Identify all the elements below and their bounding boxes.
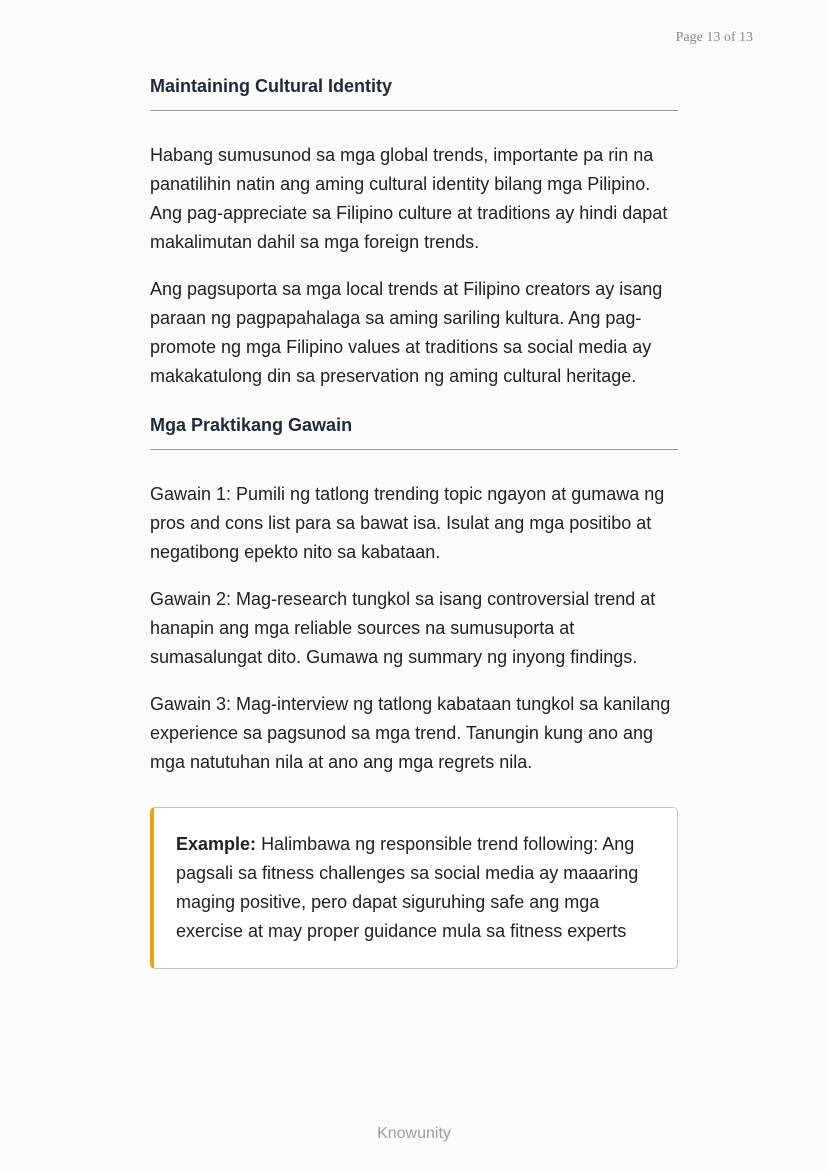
example-text [176,830,653,946]
paragraph: Ang pagsuporta sa mga local trends at Filipino creators ay isang paraan ng pagpapahalaga sa aming sariling kultura. Ang pag-promote ng mga Filipino values at traditions sa social media ay makakatulong din sa preservation ng aming cultural heritage. [150,279,663,386]
section-title-cultural-identity: Maintaining Cultural Identity [150,76,678,111]
section-title-practical-activities: Mga Praktikang Gawain [150,415,678,450]
example-callout [150,807,678,969]
example-label: Example: [176,834,257,854]
footer-brand: Knowunity [377,1125,451,1142]
activity-paragraph: Gawain 1: Pumili ng tatlong trending topic ngayon at gumawa ng pros and cons list para sa bawat isa. Isulat ang mga positibo at negatibong epekto nito sa kabataan. [150,484,665,562]
example-body: Halimbawa ng responsible trend following: Ang pagsali sa fitness challenges sa social media ay maaaring maging positive, pero dapat siguruhing safe ang mga exercise at may proper guidance mula sa fitness experts [176,834,639,941]
activity-paragraph: Gawain 2: Mag-research tungkol sa isang controversial trend at hanapin ang mga reliable sources na sumusuporta at sumasalungat dito. Gumawa ng summary ng inyong findings. [150,589,656,667]
activity-paragraph: Gawain 3: Mag-interview ng tatlong kabataan tungkol sa kanilang experience sa pagsunod sa mga trend. Tanungin kung ano ang mga natutuhan nila at ano ang mga regrets nila. [150,694,671,772]
document-content [150,76,678,969]
page-number: Page 13 of 13 [675,30,753,45]
paragraph: Habang sumusunod sa mga global trends, importante pa rin na panatilihin natin ang aming cultural identity bilang mga Pilipino. Ang pag-appreciate sa Filipino culture at traditions ay hindi dapat makalimutan dahil sa mga foreign trends. [150,145,668,252]
